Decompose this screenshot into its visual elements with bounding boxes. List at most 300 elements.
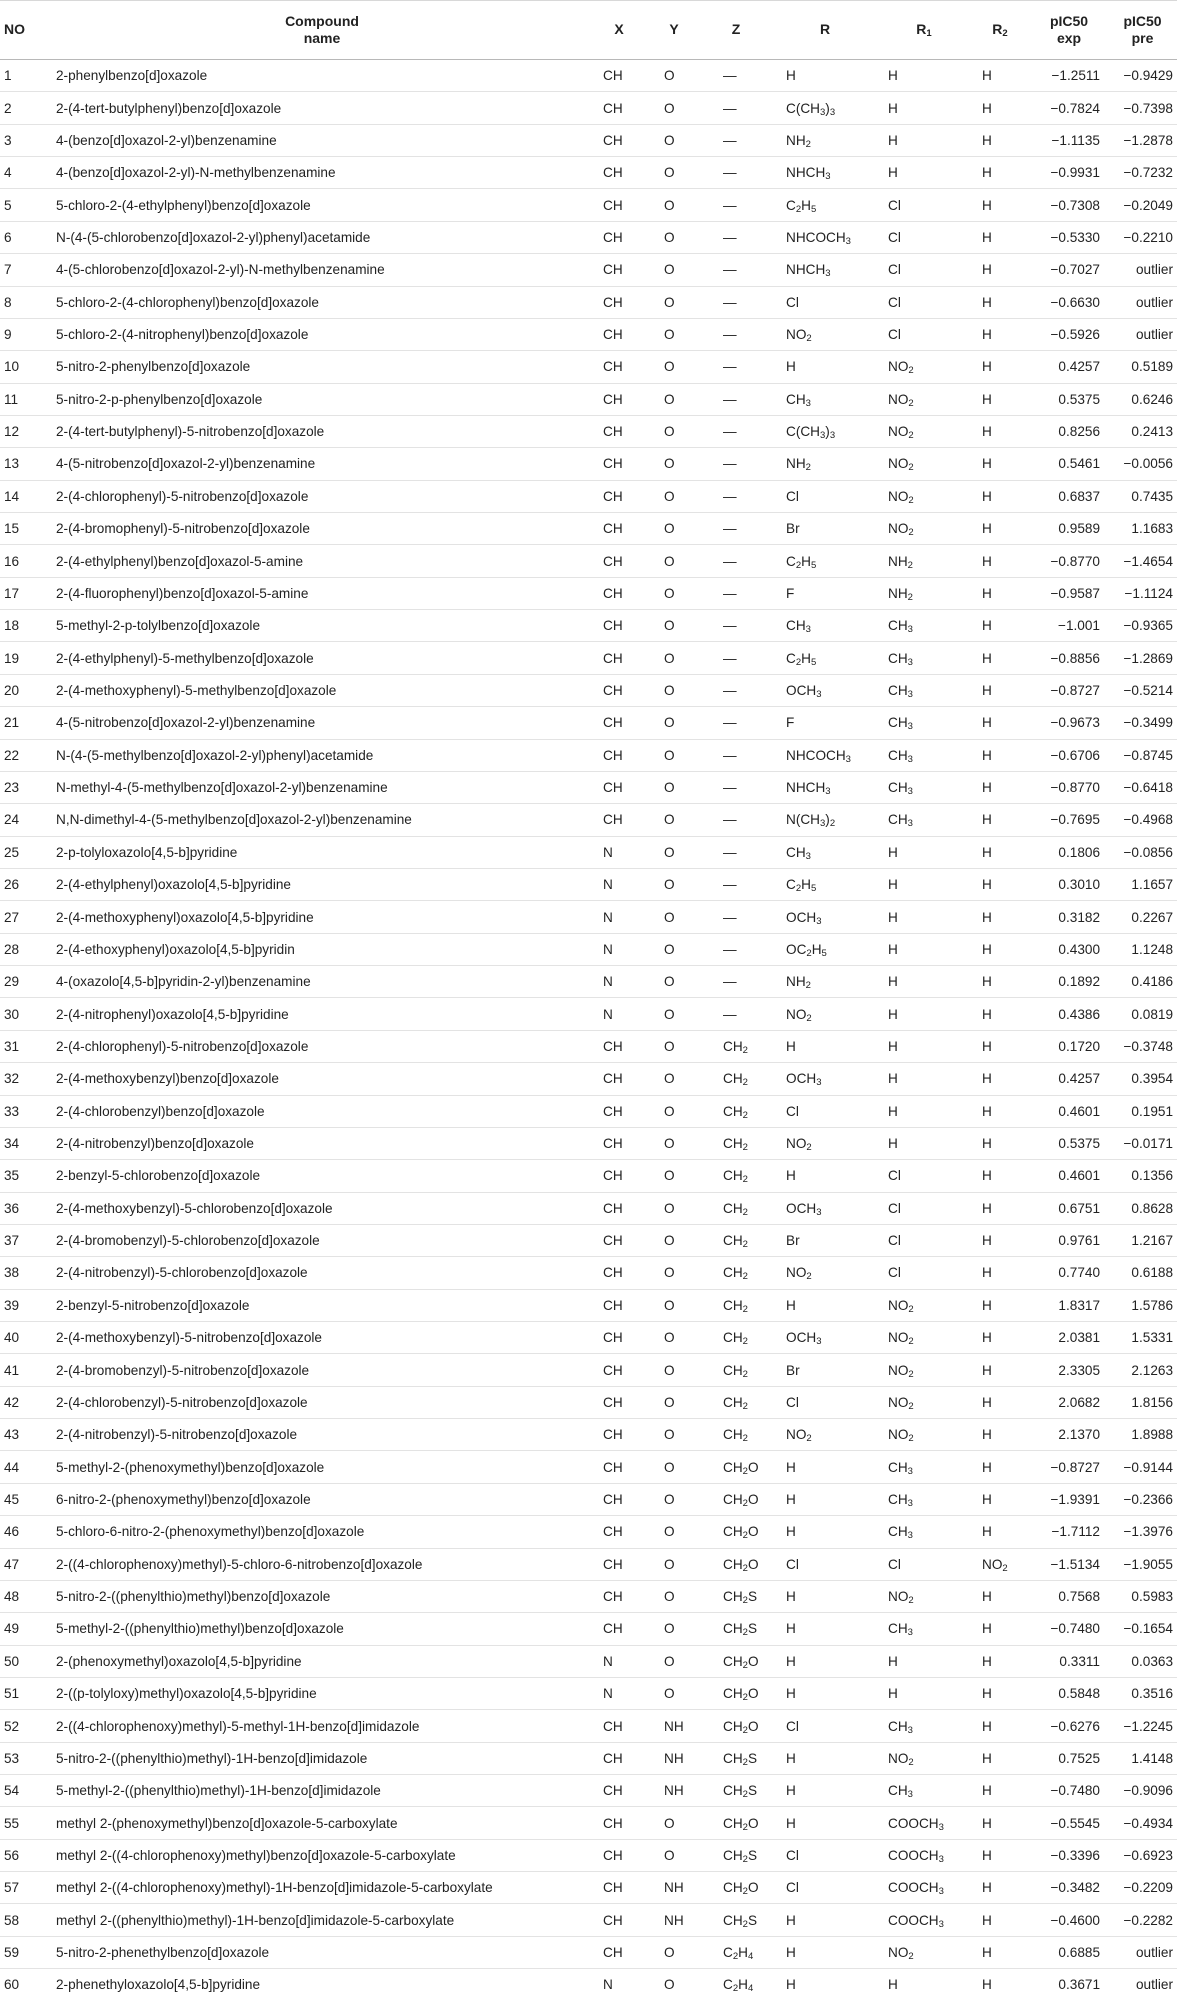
cell-r2: H [972, 351, 1030, 383]
cell-pic50-exp: 0.3311 [1030, 1645, 1106, 1677]
cell-pic50-exp: 0.1892 [1030, 966, 1106, 998]
table-row [0, 1710, 1177, 1742]
cell-r: H [774, 1645, 878, 1677]
header-r1: $R_1$ [878, 1, 972, 60]
cell-r2: H [972, 1775, 1030, 1807]
cell-r2: H [972, 901, 1030, 933]
cell-x: N [590, 933, 650, 965]
cell-r2: H [972, 1386, 1030, 1418]
cell-pic50-pre: −0.7232 [1106, 157, 1177, 189]
cell-x: CH [590, 1322, 650, 1354]
cell-z: $CH_2$ [700, 1354, 774, 1386]
cell-r2: H [972, 1677, 1030, 1709]
cell-no: 40 [0, 1322, 48, 1354]
cell-no: 10 [0, 351, 48, 383]
cell-x: CH [590, 448, 650, 480]
cell-x: CH [590, 1807, 650, 1839]
cell-r: Cl [774, 1710, 878, 1742]
cell-y: O [664, 1977, 675, 1993]
cell-no: 31 [0, 1030, 48, 1062]
cell-r1: H [878, 1677, 972, 1709]
cell-y: O [650, 739, 700, 771]
cell-pic50-pre: −0.9429 [1106, 60, 1177, 92]
cell-compound-name: 6-nitro-2-(phenoxymethyl)benzo[d]oxazole [48, 1483, 590, 1515]
cell-x: CH [590, 383, 650, 415]
cell-r1: H [878, 1095, 972, 1127]
cell-z: $CH_2$ [700, 1322, 774, 1354]
cell-z: $CH_2S$ [700, 1839, 774, 1871]
cell-z: $CH_2O$ [700, 1548, 774, 1580]
cell-compound-name: 2-p-tolyloxazolo[4,5-b]pyridine [48, 836, 590, 868]
cell-x: CH [590, 351, 650, 383]
table-row [0, 933, 1177, 965]
cell-z: — [700, 707, 774, 739]
cell-compound-name: 2-phenethyloxazolo[4,5-b]pyridine [56, 1977, 261, 1993]
cell-r2: H [972, 189, 1030, 221]
cell-r1: Cl [878, 1224, 972, 1256]
cell-x: CH [590, 189, 650, 221]
cell-r2: H [972, 707, 1030, 739]
cell-compound-name: 2-(phenoxymethyl)oxazolo[4,5-b]pyridine [48, 1645, 590, 1677]
cell-compound-name: 2-(4-methoxybenzyl)-5-nitrobenzo[d]oxazole [48, 1322, 590, 1354]
cell-pic50-pre: −1.1124 [1106, 577, 1177, 609]
cell-y: O [650, 1548, 700, 1580]
cell-y: O [650, 513, 700, 545]
table-row [0, 707, 1177, 739]
cell-z: — [700, 286, 774, 318]
cell-r1: $NH_2$ [878, 545, 972, 577]
cell-x: CH [590, 739, 650, 771]
cell-x: CH [590, 1289, 650, 1321]
cell-z: — [700, 448, 774, 480]
cell-z: $CH_2O$ [700, 1872, 774, 1904]
header-row [0, 1, 1177, 60]
cell-pic50-pre: outlier [1106, 254, 1177, 286]
cell-r2: H [972, 868, 1030, 900]
cell-x: CH [590, 1160, 650, 1192]
cell-z: $CH_2$ [700, 1160, 774, 1192]
cell-x: CH [590, 1257, 650, 1289]
cell-no: 28 [0, 933, 48, 965]
cell-no: 59 [0, 1936, 48, 1968]
cell-z: $CH_2$ [700, 1063, 774, 1095]
cell-y: NH [650, 1904, 700, 1936]
cell-r2: H [972, 1192, 1030, 1224]
cell-r2: H [972, 1742, 1030, 1774]
cell-r1: Cl [878, 221, 972, 253]
cell-y: NH [650, 1775, 700, 1807]
cell-compound-name: 2-(4-nitrobenzyl)-5-nitrobenzo[d]oxazole [48, 1419, 590, 1451]
cell-no: 17 [0, 577, 48, 609]
cell-r: $NO_2$ [774, 1257, 878, 1289]
table-row [0, 739, 1177, 771]
cell-pic50-exp: −0.8770 [1030, 545, 1106, 577]
cell-compound-name: 2-benzyl-5-chlorobenzo[d]oxazole [48, 1160, 590, 1192]
cell-r: H [774, 1775, 878, 1807]
cell-z: — [700, 577, 774, 609]
cell-x: CH [590, 1419, 650, 1451]
cell-no: 20 [0, 674, 48, 706]
cell-r: H [774, 1483, 878, 1515]
cell-pic50-pre: 0.6188 [1106, 1257, 1177, 1289]
table-row [0, 804, 1177, 836]
cell-y: O [650, 1160, 700, 1192]
cell-pic50-pre: −0.0056 [1106, 448, 1177, 480]
cell-no: 2 [0, 92, 48, 124]
cell-r1: $NO_2$ [878, 1580, 972, 1612]
cell-r1: $NO_2$ [878, 1354, 972, 1386]
cell-pic50-exp: −0.7824 [1030, 92, 1106, 124]
table-row [0, 1613, 1177, 1645]
cell-pic50-exp: 2.1370 [1030, 1419, 1106, 1451]
cell-r1: H [888, 1977, 898, 1993]
cell-pic50-exp: 0.5461 [1030, 448, 1106, 480]
table-row [0, 383, 1177, 415]
cell-pic50-exp: 0.4601 [1030, 1160, 1106, 1192]
cell-r: $CH_3$ [774, 610, 878, 642]
cell-y: O [650, 480, 700, 512]
cell-r1: $CH_3$ [878, 1613, 972, 1645]
table-row [0, 1192, 1177, 1224]
cell-z: — [700, 901, 774, 933]
cell-r1: H [878, 836, 972, 868]
cell-r: Cl [774, 1386, 878, 1418]
cell-r1: H [878, 998, 972, 1030]
cell-pic50-exp: −0.6706 [1030, 739, 1106, 771]
cell-r2: H [972, 739, 1030, 771]
table-row [0, 92, 1177, 124]
cell-r2: H [972, 92, 1030, 124]
header-y: Y [650, 1, 700, 60]
cell-pic50-exp: −0.5330 [1030, 221, 1106, 253]
cell-z: $CH_2O$ [700, 1710, 774, 1742]
cell-x: CH [590, 92, 650, 124]
cell-y: O [650, 60, 700, 92]
cell-compound-name: 4-(5-nitrobenzo[d]oxazol-2-yl)benzenamine [48, 448, 590, 480]
cell-r1: H [878, 966, 972, 998]
cell-y: O [650, 1030, 700, 1062]
cell-r2: H [972, 933, 1030, 965]
cell-compound-name: N-(4-(5-chlorobenzo[d]oxazol-2-yl)phenyl)acetamide [48, 221, 590, 253]
cell-compound-name: methyl 2-(phenoxymethyl)benzo[d]oxazole-5-carboxylate [48, 1807, 590, 1839]
cell-pic50-exp: −0.9673 [1030, 707, 1106, 739]
cell-r2: H [972, 771, 1030, 803]
cell-pic50-pre: 1.8156 [1106, 1386, 1177, 1418]
table-row [0, 1483, 1177, 1515]
cell-x: CH [590, 1127, 650, 1159]
cell-z: — [700, 415, 774, 447]
cell-r: $OCH_3$ [774, 674, 878, 706]
cell-r1: $CH_3$ [878, 674, 972, 706]
cell-no: 3 [0, 124, 48, 156]
cell-pic50-exp: −0.6630 [1030, 286, 1106, 318]
cell-r1: $CH_3$ [878, 610, 972, 642]
cell-x: N [590, 998, 650, 1030]
cell-no: 11 [0, 383, 48, 415]
cell-pic50-pre: −0.0171 [1106, 1127, 1177, 1159]
cell-pic50-exp: 1.8317 [1030, 1289, 1106, 1321]
cell-x: N [590, 868, 650, 900]
cell-no: 44 [0, 1451, 48, 1483]
cell-pic50-pre: 0.7435 [1106, 480, 1177, 512]
table-row [0, 448, 1177, 480]
cell-y: O [650, 836, 700, 868]
cell-r1: $NO_2$ [878, 1386, 972, 1418]
cell-pic50-pre: 0.2267 [1106, 901, 1177, 933]
cell-x: CH [590, 1775, 650, 1807]
table-row [0, 1224, 1177, 1256]
cell-compound-name: 2-(4-bromophenyl)-5-nitrobenzo[d]oxazole [48, 513, 590, 545]
cell-pic50-pre: −0.6418 [1106, 771, 1177, 803]
cell-pic50-pre: 2.1263 [1106, 1354, 1177, 1386]
cell-r2: H [972, 1224, 1030, 1256]
cell-no: 46 [0, 1516, 48, 1548]
header-x: X [590, 1, 650, 60]
cell-r1: $NO_2$ [878, 1419, 972, 1451]
cell-pic50-pre: −0.6923 [1106, 1839, 1177, 1871]
cell-pic50-pre: −0.2282 [1106, 1904, 1177, 1936]
cell-no: 1 [0, 60, 48, 92]
cell-compound-name: 5-chloro-2-(4-chlorophenyl)benzo[d]oxazole [48, 286, 590, 318]
cell-pic50-exp: −0.7695 [1030, 804, 1106, 836]
cell-no: 19 [0, 642, 48, 674]
cell-y: O [650, 1645, 700, 1677]
cell-pic50-exp: −0.8727 [1030, 1451, 1106, 1483]
cell-pic50-exp: 0.6885 [1030, 1936, 1106, 1968]
cell-no: 18 [0, 610, 48, 642]
cell-y: O [650, 1095, 700, 1127]
cell-pic50-exp: 0.5375 [1030, 383, 1106, 415]
cell-no: 37 [0, 1224, 48, 1256]
cell-r2: H [972, 254, 1030, 286]
cell-pic50-pre: −1.2878 [1106, 124, 1177, 156]
header-pic50-pre: pIC50 pre [1106, 1, 1177, 60]
cell-z: — [700, 771, 774, 803]
cell-x: CH [590, 286, 650, 318]
cell-pic50-pre: −0.2366 [1106, 1483, 1177, 1515]
cell-z: — [700, 610, 774, 642]
table-row [0, 868, 1177, 900]
cell-x: CH [590, 1224, 650, 1256]
cell-z: $CH_2O$ [700, 1645, 774, 1677]
cell-compound-name: 5-nitro-2-((phenylthio)methyl)benzo[d]oxazole [48, 1580, 590, 1612]
cell-compound-name: 4-(5-nitrobenzo[d]oxazol-2-yl)benzenamine [48, 707, 590, 739]
cell-no: 45 [0, 1483, 48, 1515]
cell-r1: $NO_2$ [878, 480, 972, 512]
cell-y: O [650, 1354, 700, 1386]
cell-pic50-pre: 0.2413 [1106, 415, 1177, 447]
cell-z: $CH_2$ [700, 1192, 774, 1224]
cell-no: 12 [0, 415, 48, 447]
cell-y: O [650, 1257, 700, 1289]
cell-y: O [650, 610, 700, 642]
cell-compound-name: 2-(4-methoxyphenyl)-5-methylbenzo[d]oxazole [48, 674, 590, 706]
cell-pic50-exp: 0.6837 [1030, 480, 1106, 512]
cell-r1: $NO_2$ [878, 383, 972, 415]
cell-pic50-pre: −1.4654 [1106, 545, 1177, 577]
table-row [0, 674, 1177, 706]
cell-compound-name: 2-(4-nitrobenzyl)benzo[d]oxazole [48, 1127, 590, 1159]
cell-r: H [774, 1451, 878, 1483]
cell-no: 56 [0, 1839, 48, 1871]
cell-r: $NHCOCH_3$ [774, 739, 878, 771]
cell-y: O [650, 771, 700, 803]
cell-y: O [650, 1451, 700, 1483]
cell-r1: H [878, 868, 972, 900]
cell-no: 33 [0, 1095, 48, 1127]
table-row [0, 318, 1177, 350]
cell-r: $C_2H_5$ [774, 642, 878, 674]
cell-x: CH [590, 1063, 650, 1095]
cell-pic50-pre: −0.0856 [1106, 836, 1177, 868]
cell-pic50-exp: −0.9931 [1030, 157, 1106, 189]
cell-pic50-exp: −1.001 [1030, 610, 1106, 642]
cell-pic50-exp: 0.5848 [1030, 1677, 1106, 1709]
cell-no: 5 [0, 189, 48, 221]
cell-x: N [590, 901, 650, 933]
cell-no: 22 [0, 739, 48, 771]
cell-r: H [774, 1030, 878, 1062]
cell-pic50-pre: 0.8628 [1106, 1192, 1177, 1224]
cell-no: 36 [0, 1192, 48, 1224]
cell-r: $NH_2$ [774, 966, 878, 998]
cell-r1: $CH_3$ [878, 642, 972, 674]
cell-r2: H [972, 1322, 1030, 1354]
cell-pic50-pre: outlier [1106, 1936, 1177, 1968]
cell-pic50-pre: −0.2209 [1106, 1872, 1177, 1904]
cell-z: — [700, 92, 774, 124]
cell-pic50-pre: 0.1951 [1106, 1095, 1177, 1127]
table-row [0, 1516, 1177, 1548]
cell-pic50-pre: 0.5189 [1106, 351, 1177, 383]
cell-r2: H [972, 415, 1030, 447]
table-row [0, 254, 1177, 286]
cell-compound-name: N,N-dimethyl-4-(5-methylbenzo[d]oxazol-2-yl)benzenamine [48, 804, 590, 836]
cell-r1: Cl [878, 1257, 972, 1289]
table-row [0, 221, 1177, 253]
cell-r: $NO_2$ [774, 998, 878, 1030]
cell-y: O [650, 966, 700, 998]
cell-r: Cl [774, 1839, 878, 1871]
cell-compound-name: 2-(4-fluorophenyl)benzo[d]oxazol-5-amine [48, 577, 590, 609]
cell-x: CH [590, 1354, 650, 1386]
table-row [0, 1936, 1177, 1968]
cell-r: H [774, 351, 878, 383]
cell-r2: H [972, 1710, 1030, 1742]
table-row [0, 286, 1177, 318]
cell-r1: $CH_3$ [878, 739, 972, 771]
cell-pic50-exp: 0.7740 [1030, 1257, 1106, 1289]
cell-no: 32 [0, 1063, 48, 1095]
cell-compound-name: 5-methyl-2-p-tolylbenzo[d]oxazole [48, 610, 590, 642]
cell-pic50-exp: 0.7525 [1030, 1742, 1106, 1774]
cell-r: H [774, 1289, 878, 1321]
cell-r: F [774, 577, 878, 609]
cell-pic50-exp: −1.5134 [1030, 1548, 1106, 1580]
cell-pic50-pre: 1.1683 [1106, 513, 1177, 545]
cell-pic50-exp: 0.4386 [1030, 998, 1106, 1030]
cell-x: CH [590, 1483, 650, 1515]
cell-z: $CH_2S$ [700, 1580, 774, 1612]
cell-no: 49 [0, 1613, 48, 1645]
cell-y: O [650, 351, 700, 383]
cell-r: H [774, 1160, 878, 1192]
cell-y: O [650, 577, 700, 609]
table-row [0, 124, 1177, 156]
cell-x: CH [590, 1192, 650, 1224]
cell-compound-name: 2-(4-ethylphenyl)oxazolo[4,5-b]pyridine [48, 868, 590, 900]
cell-pic50-exp: −1.7112 [1030, 1516, 1106, 1548]
table-row [0, 1677, 1177, 1709]
cell-pic50-pre: −0.8745 [1106, 739, 1177, 771]
cell-r: Cl [774, 286, 878, 318]
cell-y: O [650, 1289, 700, 1321]
cell-x: N [590, 966, 650, 998]
cell-x: CH [590, 157, 650, 189]
cell-no: 60 [4, 1977, 20, 1993]
cell-y: O [650, 383, 700, 415]
cell-pic50-exp: 2.0381 [1030, 1322, 1106, 1354]
cell-y: O [650, 901, 700, 933]
header-compound-name: Compound name [48, 1, 590, 60]
cell-y: O [650, 1677, 700, 1709]
cell-r2: H [972, 1257, 1030, 1289]
cell-y: O [650, 804, 700, 836]
table-row [0, 1807, 1177, 1839]
cell-r1: Cl [878, 1548, 972, 1580]
cell-r2: H [972, 513, 1030, 545]
cell-no: 42 [0, 1386, 48, 1418]
cell-r1: $CH_3$ [878, 1710, 972, 1742]
cell-compound-name: 2-(4-tert-butylphenyl)-5-nitrobenzo[d]oxazole [48, 415, 590, 447]
cell-r1: $CH_3$ [878, 1483, 972, 1515]
cell-compound-name: 2-(4-nitrophenyl)oxazolo[4,5-b]pyridine [48, 998, 590, 1030]
table-row [0, 1289, 1177, 1321]
cell-compound-name: methyl 2-((4-chlorophenoxy)methyl)benzo[d]oxazole-5-carboxylate [48, 1839, 590, 1871]
cell-x: CH [590, 674, 650, 706]
cell-r2: H [972, 1289, 1030, 1321]
cell-no: 38 [0, 1257, 48, 1289]
cell-pic50-exp: −1.2511 [1030, 60, 1106, 92]
cell-r1: $NO_2$ [878, 1322, 972, 1354]
cell-no: 6 [0, 221, 48, 253]
cell-r: $C(CH_3)_3$ [774, 415, 878, 447]
cell-x: CH [590, 1580, 650, 1612]
cell-r: Br [774, 513, 878, 545]
cell-compound-name: 2-(4-bromobenzyl)-5-chlorobenzo[d]oxazole [48, 1224, 590, 1256]
cell-z: $CH_2$ [700, 1127, 774, 1159]
cell-x: CH [590, 707, 650, 739]
cell-pic50-pre: 0.4186 [1106, 966, 1177, 998]
cell-no: 4 [0, 157, 48, 189]
cell-y: O [650, 318, 700, 350]
cell-pic50-pre: −0.1654 [1106, 1613, 1177, 1645]
cell-pic50-pre: −1.3976 [1106, 1516, 1177, 1548]
cell-pic50-exp: 0.4300 [1030, 933, 1106, 965]
cell-pic50-pre: −0.2210 [1106, 221, 1177, 253]
cell-compound-name: 2-(4-chlorobenzyl)benzo[d]oxazole [48, 1095, 590, 1127]
cell-z: — [700, 221, 774, 253]
cell-r: $NO_2$ [774, 1127, 878, 1159]
cell-z: $CH_2$ [700, 1224, 774, 1256]
cell-pic50-exp: 0.4601 [1030, 1095, 1106, 1127]
cell-compound-name: N-methyl-4-(5-methylbenzo[d]oxazol-2-yl)benzenamine [48, 771, 590, 803]
cell-r: $NHCH_3$ [774, 771, 878, 803]
cell-z: — [700, 933, 774, 965]
cell-z: $CH_2$ [700, 1419, 774, 1451]
cell-r2: H [972, 1580, 1030, 1612]
table-row [0, 1904, 1177, 1936]
